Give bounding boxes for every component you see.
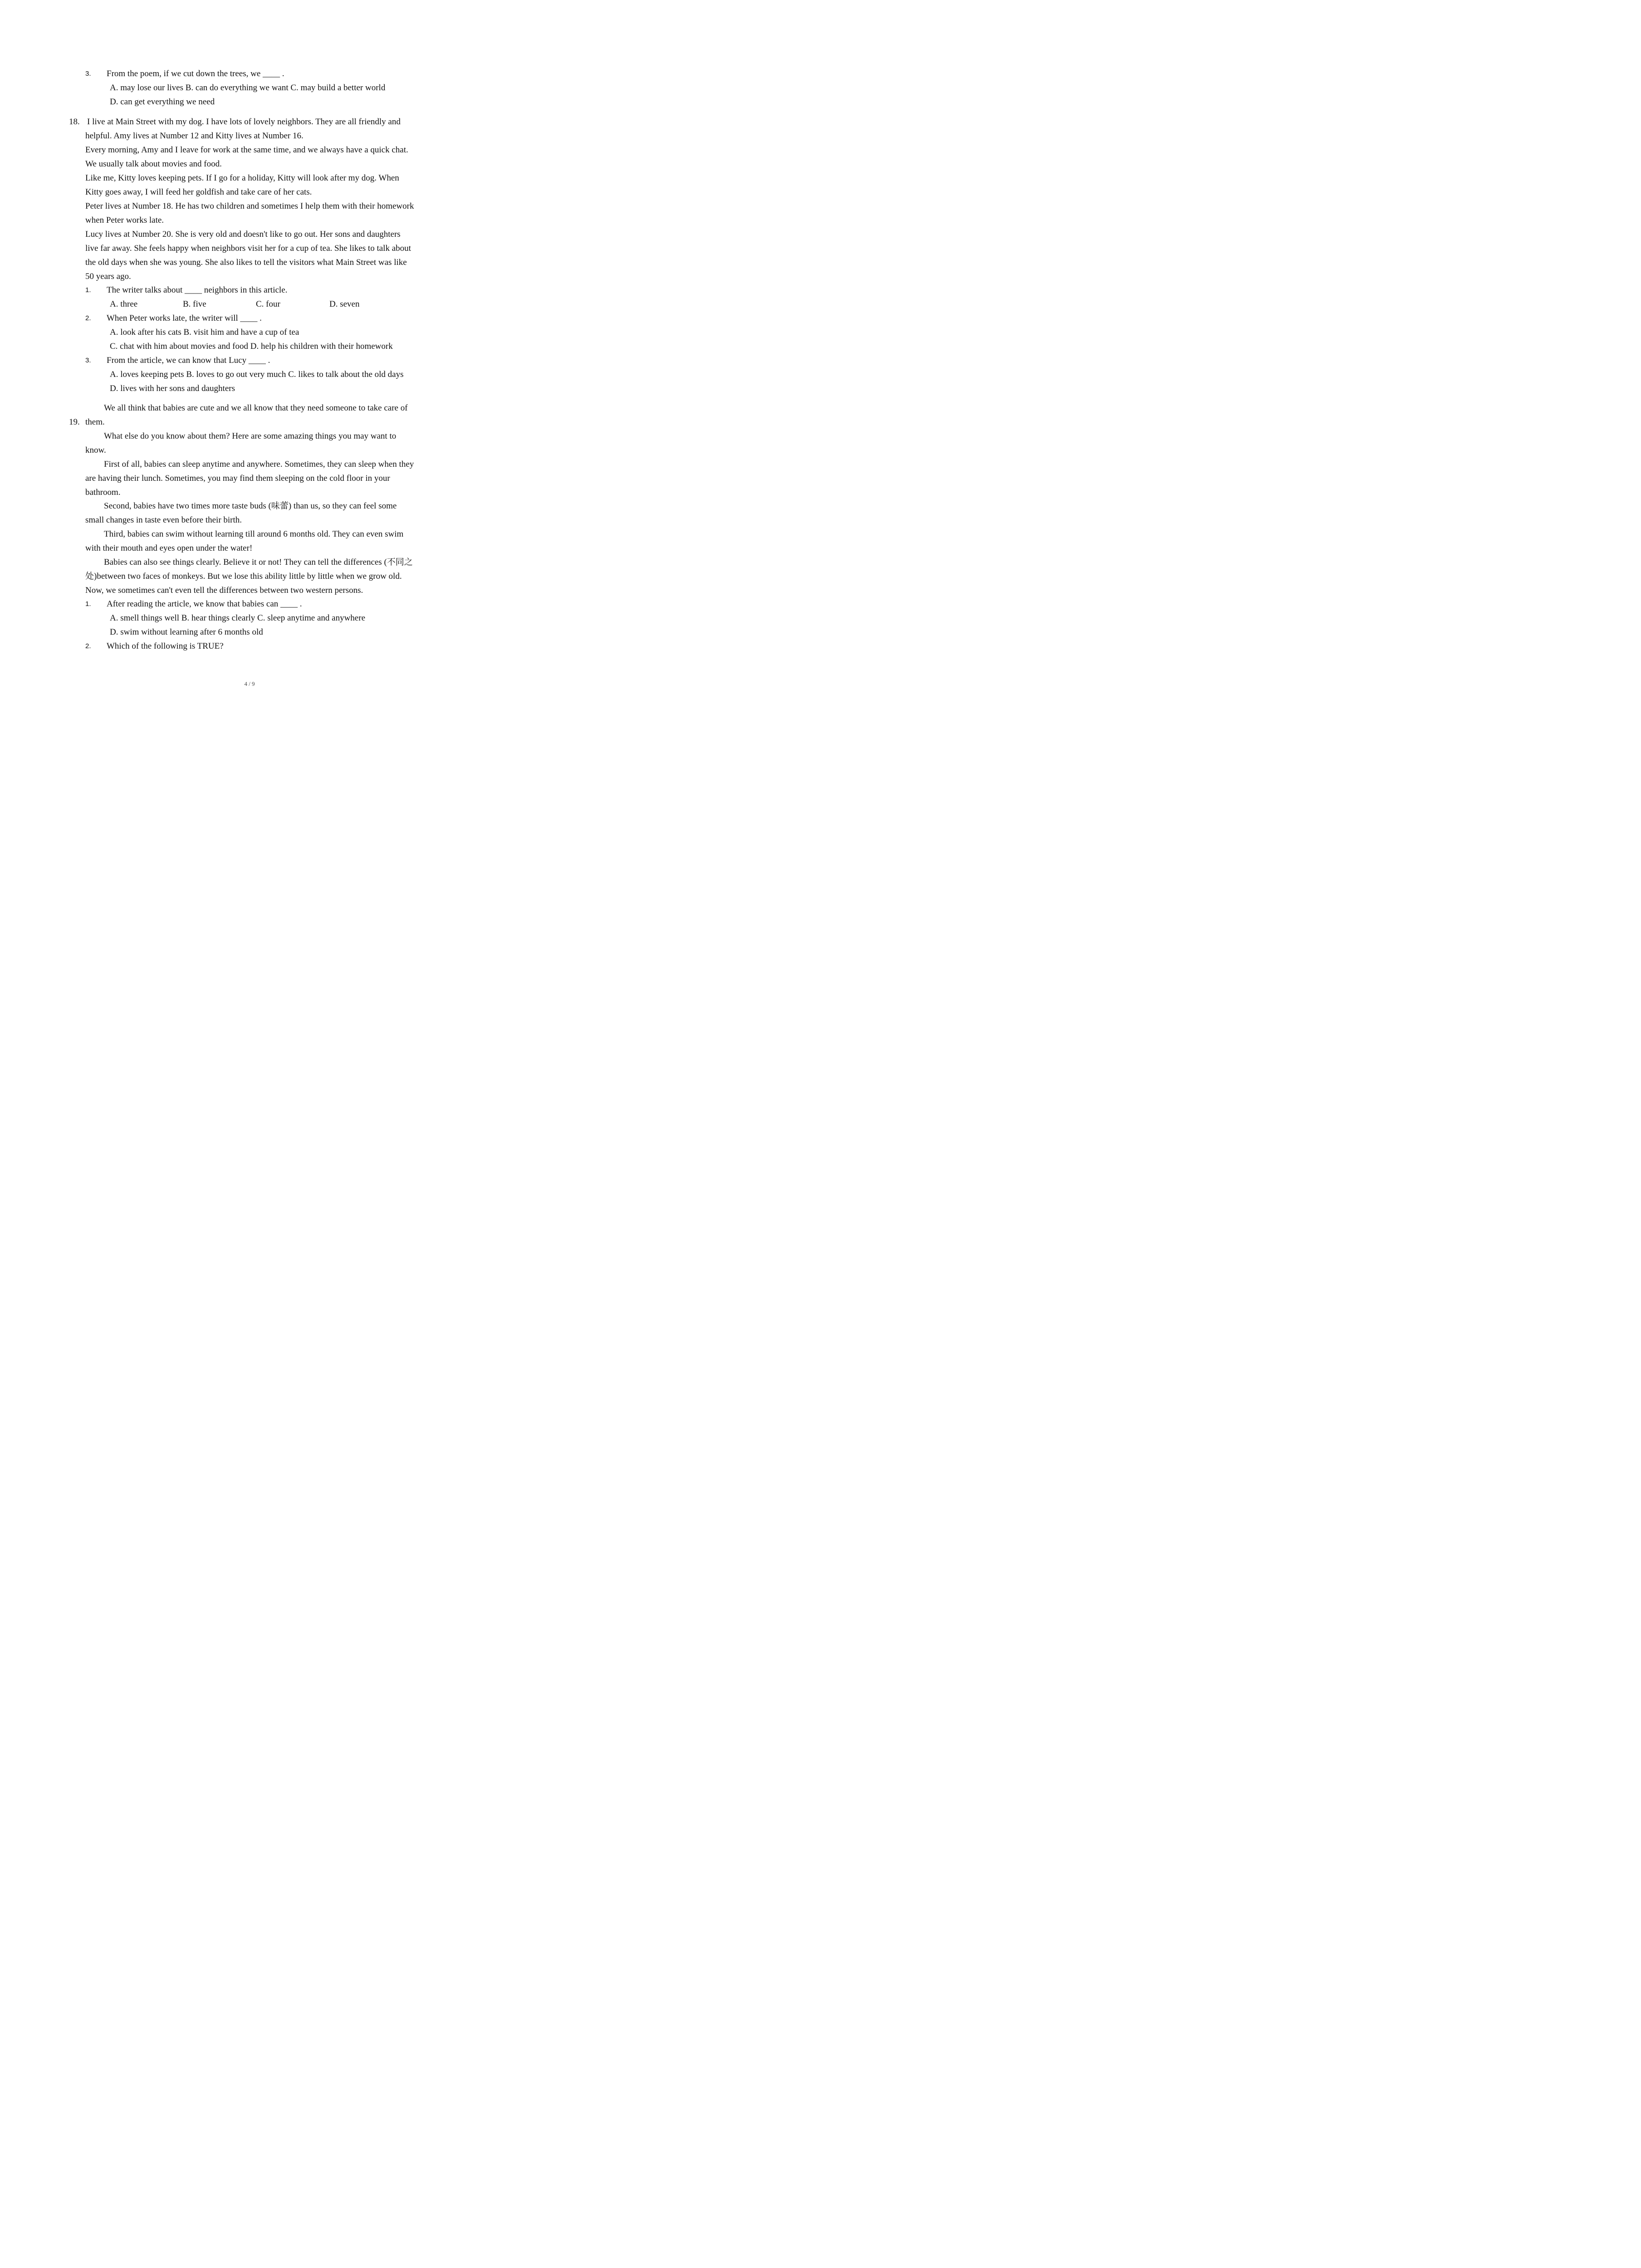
- q18-sub1-option-d: D. seven: [329, 299, 360, 309]
- q19-sub2-number: 2.: [85, 642, 91, 650]
- q18-sub1-option-c: C. four: [256, 299, 280, 309]
- q18-passage-line: We usually talk about movies and food.: [85, 159, 222, 169]
- q18-passage-line: the old days when she was young. She also likes to tell the visitors what Main Street was like: [85, 258, 407, 267]
- q18-passage-line: Every morning, Amy and I leave for work at the same time, and we always have a quick chat.: [85, 145, 408, 155]
- q19-passage-line: bathroom.: [85, 488, 121, 497]
- q19-passage-line: are having their lunch. Sometimes, you may find them sleeping on the cold floor in your: [85, 474, 390, 483]
- q19-sub2-stem: Which of the following is TRUE?: [107, 641, 224, 651]
- q19-passage-line: We all think that babies are cute and we all know that they need someone to take care of: [104, 403, 408, 413]
- q18-sub3-options-line2: D. lives with her sons and daughters: [110, 384, 235, 393]
- q19-passage-line: small changes in taste even before their birth.: [85, 515, 242, 525]
- q18-passage-line: 50 years ago.: [85, 272, 131, 281]
- q18-passage-line: Peter lives at Number 18. He has two children and sometimes I help them with their homework: [85, 201, 414, 211]
- q17-sub3-number: 3.: [85, 70, 91, 78]
- exam-page: [0, 0, 499, 706]
- q19-passage-line: know.: [85, 445, 106, 455]
- q18-passage-line: Lucy lives at Number 20. She is very old and doesn't like to go out. Her sons and daughters: [85, 230, 401, 239]
- q18-sub2-options-line2: C. chat with him about movies and food D. help his children with their homework: [110, 342, 393, 351]
- q19-sub1-options-line1: A. smell things well B. hear things clearly C. sleep anytime and anywhere: [110, 613, 365, 623]
- q19-passage-line: What else do you know about them? Here are some amazing things you may want to: [104, 431, 397, 441]
- q18-passage-line: Like me, Kitty loves keeping pets. If I go for a holiday, Kitty will look after my dog. When: [85, 173, 399, 183]
- q18-sub1-option-b: B. five: [183, 299, 206, 309]
- q19-number: 19.: [69, 417, 80, 427]
- q17-sub3-options-line2: D. can get everything we need: [110, 97, 215, 107]
- q18-sub2-options-line1: A. look after his cats B. visit him and have a cup of tea: [110, 327, 299, 337]
- q18-number: 18.: [69, 117, 80, 127]
- q18-sub3-options-line1: A. loves keeping pets B. loves to go out very much C. likes to talk about the old days: [110, 370, 404, 379]
- page-number: 4 / 9: [244, 680, 255, 687]
- q18-sub3-number: 3.: [85, 357, 91, 364]
- q17-sub3-stem: From the poem, if we cut down the trees, we ____ .: [107, 69, 284, 78]
- q19-passage-line: Babies can also see things clearly. Believe it or not! They can tell the differences (不同之: [104, 557, 413, 567]
- q18-passage-line: helpful. Amy lives at Number 12 and Kitty lives at Number 16.: [85, 131, 304, 141]
- q19-sub1-options-line2: D. swim without learning after 6 months old: [110, 627, 263, 637]
- q18-passage-line: I live at Main Street with my dog. I have lots of lovely neighbors. They are all friendly and: [87, 117, 401, 127]
- q18-passage-line: Kitty goes away, I will feed her goldfish and take care of her cats.: [85, 187, 312, 197]
- q18-sub3-stem: From the article, we can know that Lucy ____ .: [107, 356, 270, 365]
- q19-passage-line: First of all, babies can sleep anytime and anywhere. Sometimes, they can sleep when they: [104, 459, 414, 469]
- q17-sub3-options-line1: A. may lose our lives B. can do everything we want C. may build a better world: [110, 83, 386, 93]
- q19-sub1-number: 1.: [85, 600, 91, 608]
- q19-passage-line: Second, babies have two times more taste buds (味蕾) than us, so they can feel some: [104, 501, 397, 511]
- q18-sub1-number: 1.: [85, 286, 91, 294]
- q18-sub2-number: 2.: [85, 314, 91, 322]
- q18-passage-line: live far away. She feels happy when neighbors visit her for a cup of tea. She likes to talk about: [85, 244, 411, 253]
- q18-passage-line: when Peter works late.: [85, 215, 164, 225]
- q19-passage-line: with their mouth and eyes open under the water!: [85, 543, 253, 553]
- q18-sub2-stem: When Peter works late, the writer will ____ .: [107, 313, 262, 323]
- q19-passage-line: Third, babies can swim without learning till around 6 months old. They can even swim: [104, 529, 404, 539]
- q18-sub1-option-a: A. three: [110, 299, 138, 309]
- q19-passage-line: them.: [85, 417, 105, 427]
- q18-sub1-stem: The writer talks about ____ neighbors in this article.: [107, 285, 288, 295]
- q19-passage-line: Now, we sometimes can't even tell the differences between two western persons.: [85, 586, 363, 595]
- q19-passage-line: 处)between two faces of monkeys. But we lose this ability little by little when we grow old.: [85, 572, 402, 581]
- q19-sub1-stem: After reading the article, we know that babies can ____ .: [107, 599, 302, 609]
